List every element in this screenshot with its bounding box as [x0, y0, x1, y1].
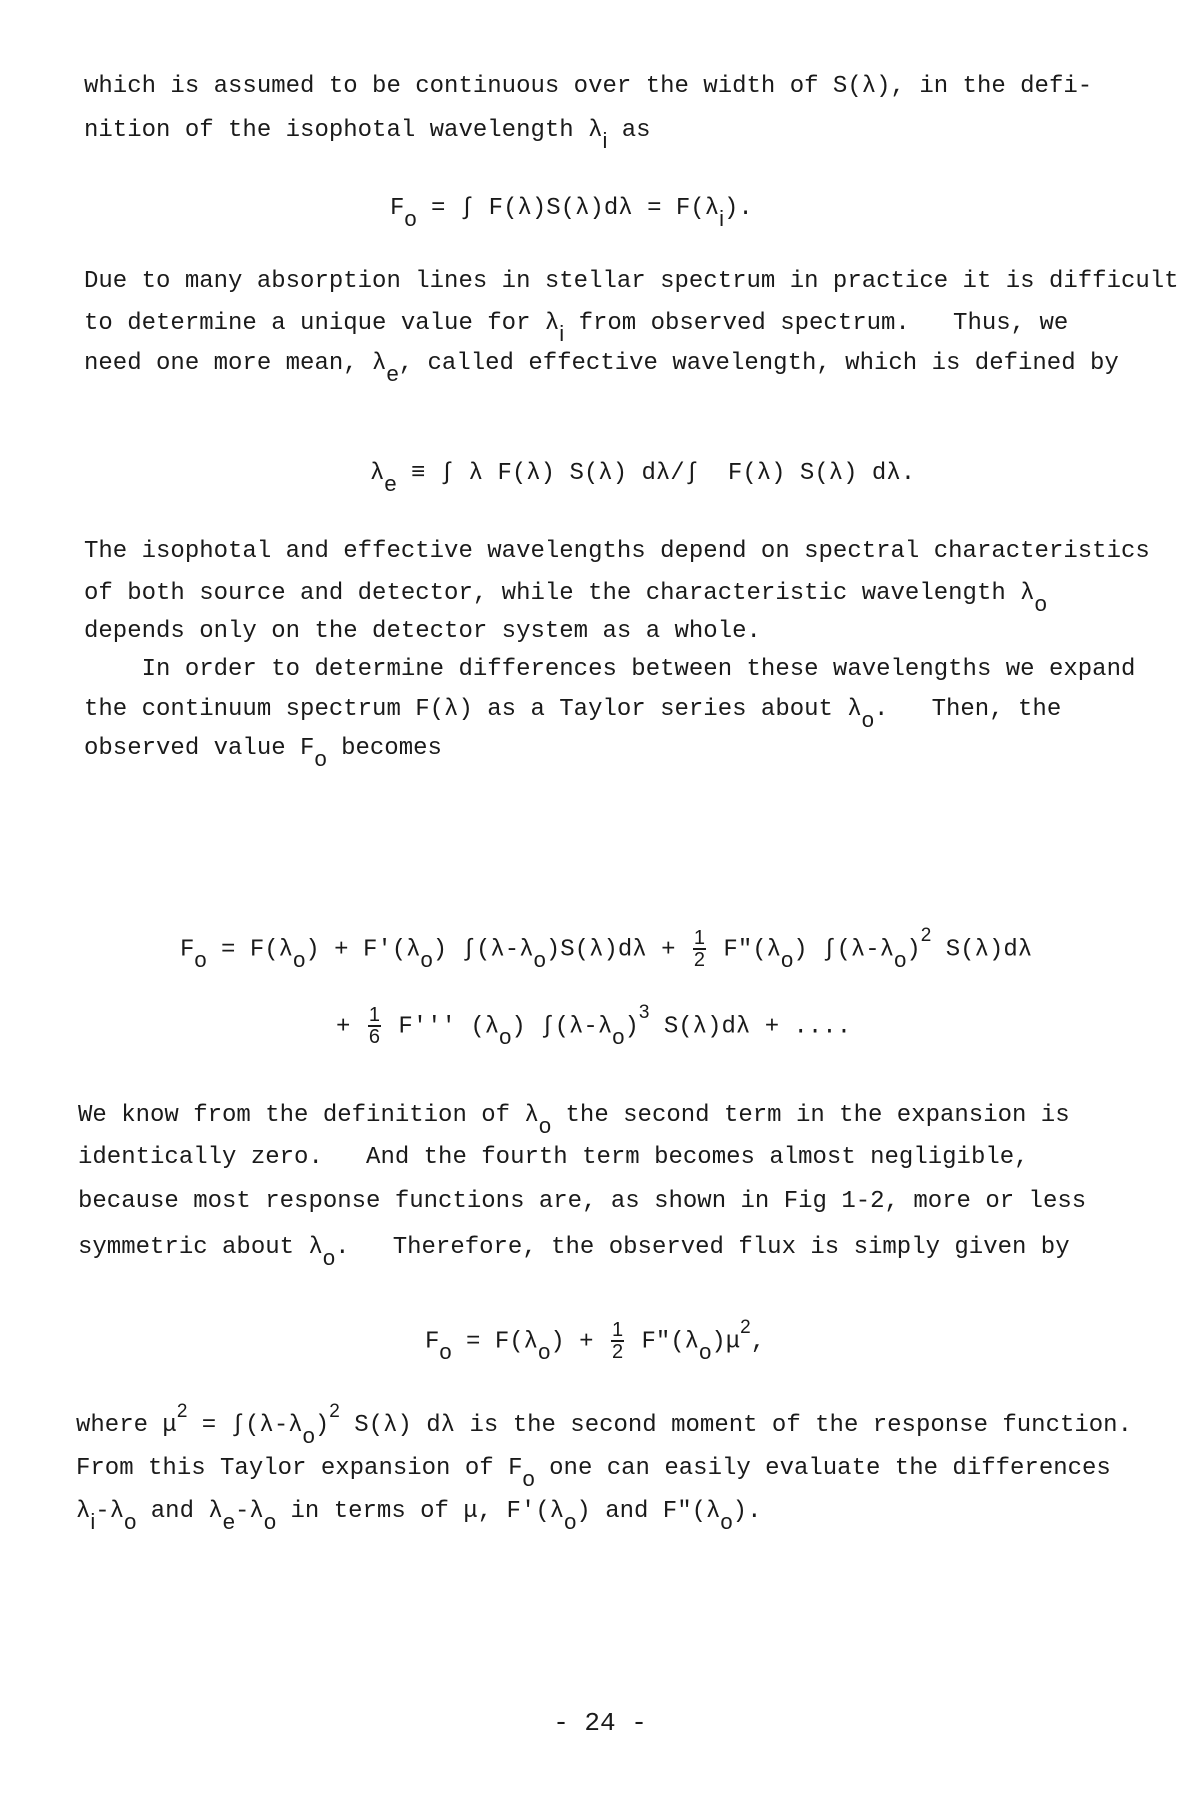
text-line: of both source and detector, while the characteristic wavelength λo [84, 580, 1047, 616]
text-line: λi-λo and λe-λo in terms of μ, F'(λo) and F"(λo). [76, 1498, 762, 1534]
text-line: where $\mu^2 = \int(\lambda-\lambda o)^2$ S(λ) dλ is the second moment of the response function. [76, 1401, 1132, 1448]
text-line: nition of the isophotal wavelength λi as [84, 117, 651, 153]
text-line: identically zero. And the fourth term becomes almost negligible, [78, 1144, 1029, 1171]
text-line: because most response functions are, as shown in Fig 1-2, more or less [78, 1188, 1087, 1215]
text-line: Due to many absorption lines in stellar spectrum in practice it is difficult [84, 268, 1179, 295]
text-line: symmetric about λo. Therefore, the observed flux is simply given by [78, 1234, 1070, 1270]
equation-isophotal: Fo = ∫ F(λ)S(λ)dλ = F(λi). [390, 195, 753, 231]
fraction: $\frac{1}{6}$ [368, 1004, 380, 1048]
text-line: In order to determine differences between these wavelengths we expand [84, 656, 1136, 683]
equation-taylor-expansion-line2: + $\frac{1}{6}$ F''' (λo) $\int(\lambda-\lambda o)^3$ S(λ)dλ + .... [336, 1002, 852, 1050]
fraction: $\frac{1}{2}$ [693, 927, 706, 971]
text-line: to determine a unique value for λi from observed spectrum. Thus, we [84, 310, 1069, 346]
text-line: the continuum spectrum F(λ) as a Taylor series about λo. Then, the [84, 696, 1062, 732]
fraction: $\frac{1}{2}$ [611, 1319, 624, 1363]
page-number: - 24 - [553, 1708, 647, 1738]
equation-observed-flux: Fo = F(λo) + $\frac{1}{2}$ $F"(\lambda o)\mu^2$, [425, 1317, 766, 1365]
equation-effective-wavelength: λe ≡ ∫ λ F(λ) S(λ) dλ/∫ F(λ) S(λ) dλ. [370, 460, 916, 496]
text-line: We know from the definition of λo the second term in the expansion is [78, 1102, 1070, 1138]
text-line: which is assumed to be continuous over the width of S(λ), in the defi- [84, 73, 1093, 100]
text-line: From this Taylor expansion of Fo one can easily evaluate the differences [76, 1455, 1111, 1491]
text-line: observed value Fo becomes [84, 735, 442, 771]
text-line: need one more mean, λe, called effective wavelength, which is defined by [84, 350, 1119, 386]
equation-taylor-expansion-line1: Fo = F(λo) + F'(λo) ∫(λ-λo)S(λ)dλ + $\frac{1}{2}$ F"(λo) $\int(\lambda-\lambda o)^2$ S(λ)dλ [180, 925, 1033, 973]
text-line: The isophotal and effective wavelengths depend on spectral characteristics [84, 538, 1150, 565]
text-line: depends only on the detector system as a whole. [84, 618, 761, 645]
